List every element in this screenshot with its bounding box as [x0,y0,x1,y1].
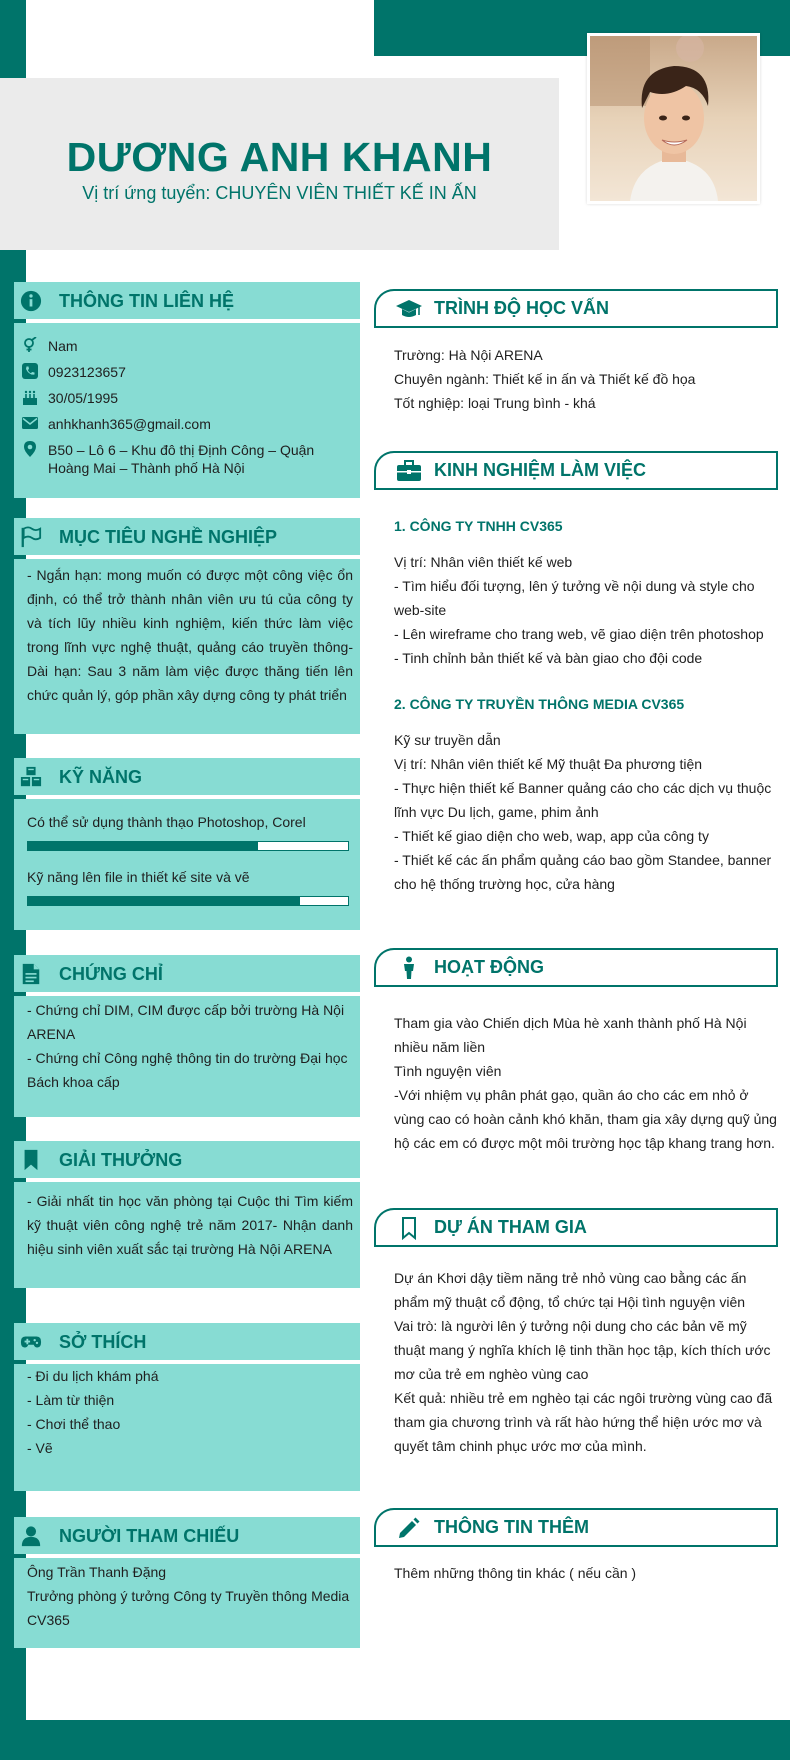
education-section-header [374,289,778,328]
activities-section-header [374,948,778,987]
project-description: Dự án Khơi dậy tiềm năng trẻ nhỏ vùng cao bằng các ấn phẩm mỹ thuật cổ động, tổ chức tại Hội tình nguyện viên [394,1270,747,1310]
flag-icon [20,526,42,548]
references-section-header [14,1517,360,1554]
job-company: 2. CÔNG TY TRUYỀN THÔNG MEDIA CV365 [394,696,685,712]
hobby-item: - Vẽ [27,1440,53,1456]
education-body [394,343,778,415]
job-line: - Tinh chỉnh bản thiết kế và bàn giao cho đội code [394,650,703,666]
location-pin-icon [22,441,38,457]
education-grade: Tốt nghiệp: loại Trung bình - khá [394,395,596,411]
avatar-photo [590,36,757,201]
activities-body [394,1011,778,1155]
contact-title: THÔNG TIN LIÊN HỆ [59,291,234,311]
email-icon [22,415,38,431]
certificates-list [27,998,353,1094]
reference-title: Trưởng phòng ý tưởng Công ty Truyền thông Media CV365 [27,1588,350,1628]
skill-bar [27,896,349,906]
gender-icon [22,337,38,353]
job-line: - Thiết kế giao diện cho web, wap, app của công ty [394,828,709,844]
certificates-title: CHỨNG CHỈ [59,964,163,984]
job-line: - Tìm hiểu đối tượng, lên ý tưởng về nội dung và style cho web-site [394,578,755,618]
job-company: 1. CÔNG TY TNHH CV365 [394,518,563,534]
extra-title: THÔNG TIN THÊM [434,1517,589,1537]
certificates-section-body [14,996,360,1117]
job-line: - Lên wireframe cho trang web, vẽ giao diện trên photoshop [394,626,764,642]
projects-section-header [374,1208,778,1247]
experience-job-1 [394,514,778,670]
candidate-position: Vị trí ứng tuyển: CHUYÊN VIÊN THIẾT KẾ IN ẤN [82,183,477,203]
job-line: Vị trí: Nhân viên thiết kế Mỹ thuật Đa phương tiện [394,756,703,772]
awards-section-body [14,1182,360,1288]
experience-section-header [374,451,778,490]
contact-section-body [14,323,360,498]
projects-body [394,1266,778,1458]
skill-label: Kỹ năng lên file in thiết kế site và vẽ [27,869,250,885]
references-list [27,1560,353,1632]
objective-title: MỤC TIÊU NGHỀ NGHIỆP [59,527,278,547]
certificate-item: - Chứng chỉ Công nghệ thông tin do trường Đại học Bách khoa cấp [27,1050,348,1090]
job-line: Kỹ sư truyền dẫn [394,732,501,748]
contact-gender: Nam [48,338,78,354]
contact-section-header [14,282,360,319]
awards-text: - Giải nhất tin học văn phòng tại Cuộc thi Tìm kiếm kỹ thuật viên công nghệ trẻ năm 2017- Nhận danh hiệu sinh viên xuất sắc tại trường Hà Nội ARENA [27,1193,353,1257]
awards-section-header [14,1141,360,1178]
bottom-decor-notch [26,1700,46,1720]
birthday-cake-icon [22,389,38,405]
extra-text: Thêm những thông tin khác ( nếu cần ) [394,1565,637,1581]
cubes-icon [20,766,42,788]
contact-email[interactable]: anhkhanh365@gmail.com [48,416,211,432]
contact-phone[interactable]: 0923123657 [48,364,126,380]
objective-text: - Ngắn hạn: mong muốn có được một công việc ổn định, có thể trở thành nhân viên ưu tú của công ty và tích lũy nhiều kinh nghiệm, kiến thức làm việc trong lĩnh vực nghệ thuật, quảng cáo truyền thông- Dài hạn: Sau 3 năm làm việc được thăng tiến lên chức quản lý, góp phần xây dựng công ty phát triển [27,567,353,703]
references-section-body [14,1558,360,1648]
job-line: - Thiết kế các ấn phẩm quảng cáo bao gồm Standee, banner cho hệ thống trường học, cửa hàng [394,852,772,892]
projects-title: DỰ ÁN THAM GIA [434,1217,587,1237]
briefcase-icon [396,459,422,483]
extra-section-header [374,1508,778,1547]
hobby-item: - Chơi thể thao [27,1416,121,1432]
objective-section-header [14,518,360,555]
skill-bar [27,841,349,851]
references-title: NGƯỜI THAM CHIẾU [59,1526,240,1546]
skill-bar-fill [28,897,300,905]
activity-line: Tình nguyện viên [394,1063,502,1079]
gamepad-icon [20,1331,42,1353]
hobbies-list [27,1364,353,1460]
reference-name: Ông Trần Thanh Đặng [27,1564,167,1580]
hobby-item: - Làm từ thiện [27,1392,115,1408]
activity-line: Tham gia vào Chiến dịch Mùa hè xanh thành phố Hà Nội nhiều năm liền [394,1015,747,1055]
job-line: Vị trí: Nhân viên thiết kế web [394,554,573,570]
hobbies-section-body [14,1364,360,1491]
education-major: Chuyên ngành: Thiết kế in ấn và Thiết kế đồ họa [394,371,696,387]
hobbies-title: SỞ THÍCH [59,1332,147,1352]
graduation-cap-icon [396,297,422,321]
hobby-item: - Đi du lịch khám phá [27,1368,159,1384]
experience-title: KINH NGHIỆM LÀM VIỆC [434,460,647,480]
skills-section-body [14,799,360,930]
awards-title: GIẢI THƯỞNG [59,1150,183,1170]
job-line: - Thực hiện thiết kế Banner quảng cáo cho các dịch vụ thuộc lĩnh vực Du lịch, game, phim ảnh [394,780,772,820]
person-icon [396,956,422,980]
contact-address: B50 – Lô 6 – Khu đô thị Định Công – Quận Hoàng Mai – Thành phố Hà Nội [48,442,315,476]
info-circle-icon [20,290,42,312]
hobbies-section-header [14,1323,360,1360]
education-title: TRÌNH ĐỘ HỌC VẤN [434,298,609,318]
certificate-item: - Chứng chỉ DIM, CIM được cấp bởi trường Hà Nội ARENA [27,1002,345,1042]
objective-section-body [14,559,360,734]
activities-title: HOẠT ĐỘNG [434,957,544,977]
skill-label: Có thể sử dụng thành thạo Photoshop, Corel [27,814,306,830]
phone-icon [22,363,38,379]
bookmark-icon [20,1149,42,1171]
user-icon [20,1525,42,1547]
document-icon [20,963,42,985]
experience-job-2 [394,692,778,896]
contact-birthday: 30/05/1995 [48,390,119,406]
candidate-name: DƯƠNG ANH KHANH [66,134,493,180]
skill-bar-fill [28,842,258,850]
bookmark-outline-icon [396,1216,422,1240]
skills-section-header [14,758,360,795]
project-role: Vai trò: là người lên ý tưởng nội dung cho các bản vẽ mỹ thuật mang ý nghĩa khích lệ tinh thần học tập, kích thích ước mơ của trẻ em nghèo vùng cao [394,1318,771,1382]
avatar [587,33,760,204]
certificates-section-header [14,955,360,992]
pencil-icon [396,1516,422,1540]
education-school: Trường: Hà Nội ARENA [394,347,543,363]
bottom-decor-bar [0,1720,790,1760]
project-result: Kết quả: nhiều trẻ em nghèo tại các ngôi trường vùng cao đã tham gia chương trình và rất hào hứng thể hiện ước mơ và quyết tâm chinh phục ước mơ của mình. [394,1390,773,1454]
activity-line: -Với nhiệm vụ phân phát gạo, quần áo cho các em nhỏ ở vùng cao có hoàn cảnh khó khăn, tham gia xây dựng quỹ ủng hộ các em có được một môi trường học tập khang trang hơn. [394,1087,777,1151]
skills-title: KỸ NĂNG [59,767,143,787]
